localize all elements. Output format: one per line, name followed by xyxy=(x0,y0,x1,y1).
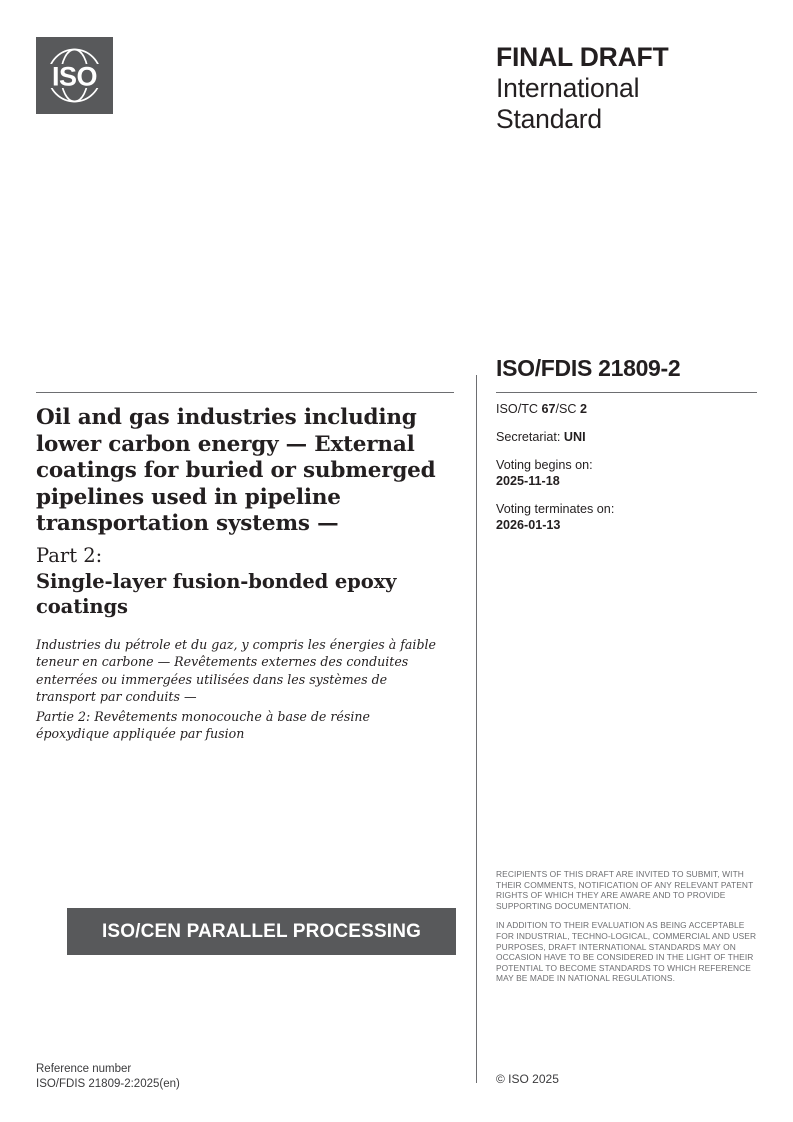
voting-terminates-row xyxy=(496,501,766,533)
document-metadata xyxy=(496,401,766,533)
iso-logo xyxy=(36,37,113,114)
column-divider xyxy=(476,375,477,1083)
parallel-processing-banner xyxy=(67,908,456,955)
voting-begins-row xyxy=(496,457,766,489)
committee-tc: 67 xyxy=(541,402,556,416)
secretariat-label: Secretariat: xyxy=(496,430,564,444)
voting-terminates-date: 2026-01-13 xyxy=(496,518,561,532)
doc-type-line-2: International xyxy=(496,73,640,103)
svg-text:ISO: ISO xyxy=(51,61,98,92)
voting-begins-date: 2025-11-18 xyxy=(496,474,560,488)
reference-number-value: ISO/FDIS 21809-2:2025(en) xyxy=(36,1077,180,1090)
copyright-notice: © ISO 2025 xyxy=(496,1072,559,1086)
voting-begins-label: Voting begins on: xyxy=(496,458,593,472)
reference-number-label: Reference number xyxy=(36,1063,132,1075)
committee-sc: 2 xyxy=(580,402,588,416)
part-label: Part 2: xyxy=(36,544,103,567)
doc-type-line-3: Standard xyxy=(496,104,602,134)
iso-globe-icon xyxy=(36,37,113,114)
page-title: Oil and gas industries including lower carbon energy — External coatings for buried or submerged pipelines used in pipeline transportation systems — xyxy=(36,405,436,536)
notice-paragraph-2: IN ADDITION TO THEIR EVALUATION AS BEING ACCEPTABLE FOR INDUSTRIAL, TECHNO-LOGICAL, COMMERCIAL AND USER PURPOSES, DRAFT INTERNATIONAL STANDARDS MAY ON OCCASION HAVE TO BE CONSIDERED IN THE LIGHT OF THEIR POTENTIAL TO BECOME STANDARDS TO WHICH REFERENCE MAY BE MADE IN NATIONAL REGULATIONS. xyxy=(496,920,757,984)
page-title-french: Industries du pétrole et du gaz, y compris les énergies à faible teneur en carbone — Revêtements externes des conduites enterrées ou immergées utilisées dans les systèmes de transport par conduits — xyxy=(36,637,437,705)
committee-mid: /SC xyxy=(555,402,580,416)
title-rule-right xyxy=(496,392,757,393)
committee-prefix: ISO/TC xyxy=(496,402,542,416)
doc-type-line-1: FINAL DRAFT xyxy=(496,42,669,72)
part-title: Single-layer fusion-bonded epoxy coatings xyxy=(36,570,397,618)
document-type-heading xyxy=(496,42,786,135)
recipients-notice xyxy=(496,869,758,984)
title-rule-left xyxy=(36,392,454,393)
secretariat-value: UNI xyxy=(563,430,586,444)
voting-terminates-label: Voting terminates on: xyxy=(496,502,615,516)
committee-row xyxy=(496,401,766,417)
notice-paragraph-1: RECIPIENTS OF THIS DRAFT ARE INVITED TO SUBMIT, WITH THEIR COMMENTS, NOTIFICATION OF ANY RELEVANT PATENT RIGHTS OF WHICH THEY ARE AWARE AND TO PROVIDE SUPPORTING DOCUMENTATION. xyxy=(496,869,754,911)
secretariat-row xyxy=(496,429,766,445)
standard-number: ISO/FDIS 21809-2 xyxy=(496,355,681,381)
reference-number-block xyxy=(36,1062,180,1091)
parallel-processing-label: ISO/CEN PARALLEL PROCESSING xyxy=(102,920,421,942)
part-title-french: Partie 2: Revêtements monocouche à base de résine époxydique appliquée par fusion xyxy=(36,709,370,742)
